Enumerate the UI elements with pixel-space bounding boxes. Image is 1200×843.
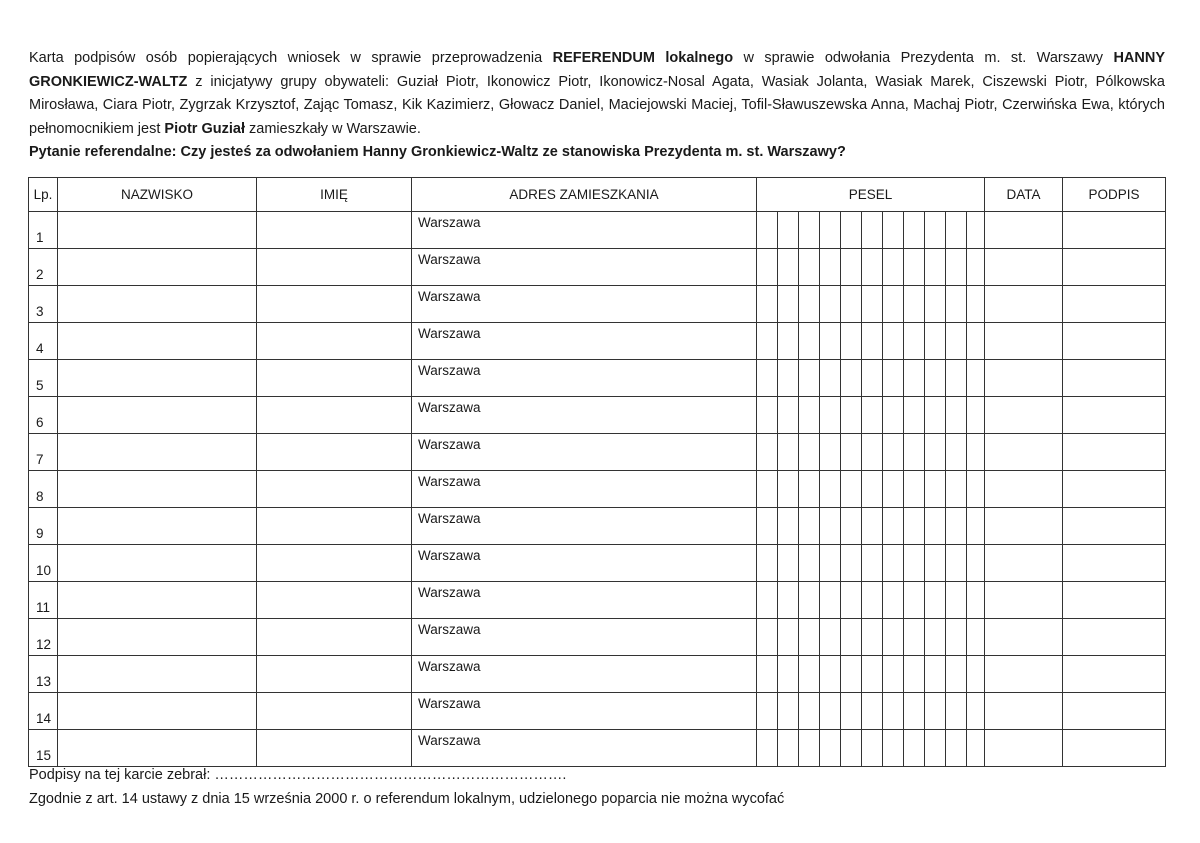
date-cell[interactable] <box>985 360 1063 397</box>
pesel-digit-cell[interactable] <box>757 212 778 249</box>
pesel-digit-cell[interactable] <box>820 323 841 360</box>
form-intro <box>29 47 1165 165</box>
pesel-digit-cell[interactable] <box>904 471 925 508</box>
surname-cell[interactable] <box>58 286 257 323</box>
pesel-digit-cell[interactable] <box>904 397 925 434</box>
signature-cell[interactable] <box>1063 545 1166 582</box>
row-number: 4 <box>29 323 58 360</box>
pesel-digit-cell[interactable] <box>778 323 799 360</box>
header-address: ADRES ZAMIESZKANIA <box>412 178 757 212</box>
pesel-digit-cell[interactable] <box>904 656 925 693</box>
table-row <box>29 508 1166 545</box>
row-number: 3 <box>29 286 58 323</box>
pesel-digit-cell[interactable] <box>820 249 841 286</box>
pesel-digit-cell[interactable] <box>820 508 841 545</box>
signature-cell[interactable] <box>1063 693 1166 730</box>
pesel-digit-cell[interactable] <box>883 656 904 693</box>
pesel-digit-cell[interactable] <box>778 212 799 249</box>
pesel-digit-cell[interactable] <box>946 397 967 434</box>
table-row <box>29 693 1166 730</box>
pesel-digit-cell[interactable] <box>904 323 925 360</box>
pesel-digit-cell[interactable] <box>799 323 820 360</box>
pesel-digit-cell[interactable] <box>925 249 946 286</box>
row-number: 1 <box>29 212 58 249</box>
form-footer <box>29 764 1165 811</box>
table-row <box>29 249 1166 286</box>
table-header-row <box>29 178 1166 212</box>
legal-note: Zgodnie z art. 14 ustawy z dnia 15 września 2000 r. o referendum lokalnym, udzielonego poparcia nie można wycofać <box>29 790 785 807</box>
pesel-digit-cell[interactable] <box>799 582 820 619</box>
pesel-digit-cell[interactable] <box>757 286 778 323</box>
address-cell[interactable]: Warszawa <box>412 619 757 656</box>
row-number: 2 <box>29 249 58 286</box>
surname-cell[interactable] <box>58 323 257 360</box>
pesel-digit-cell[interactable] <box>841 508 862 545</box>
pesel-digit-cell[interactable] <box>946 545 967 582</box>
surname-cell[interactable] <box>58 656 257 693</box>
pesel-digit-cell[interactable] <box>841 656 862 693</box>
pesel-digit-cell[interactable] <box>757 323 778 360</box>
row-number: 13 <box>29 656 58 693</box>
pesel-digit-cell[interactable] <box>778 434 799 471</box>
pesel-digit-cell[interactable] <box>967 471 985 508</box>
pesel-digit-cell[interactable] <box>841 693 862 730</box>
row-number: 15 <box>29 730 58 767</box>
address-cell[interactable]: Warszawa <box>412 249 757 286</box>
pesel-digit-cell[interactable] <box>946 212 967 249</box>
pesel-digit-cell[interactable] <box>883 693 904 730</box>
row-number: 7 <box>29 434 58 471</box>
pesel-digit-cell[interactable] <box>904 249 925 286</box>
pesel-digit-cell[interactable] <box>883 508 904 545</box>
pesel-digit-cell[interactable] <box>883 323 904 360</box>
first-name-cell[interactable] <box>257 619 412 656</box>
pesel-digit-cell[interactable] <box>904 730 925 767</box>
pesel-digit-cell[interactable] <box>799 434 820 471</box>
intro-text-1: Karta podpisów osób popierających wniosek w sprawie przeprowadzenia <box>29 50 553 66</box>
pesel-digit-cell[interactable] <box>820 693 841 730</box>
pesel-digit-cell[interactable] <box>757 730 778 767</box>
surname-cell[interactable] <box>58 619 257 656</box>
pesel-digit-cell[interactable] <box>904 360 925 397</box>
pesel-digit-cell[interactable] <box>820 656 841 693</box>
pesel-digit-cell[interactable] <box>967 434 985 471</box>
table-row <box>29 619 1166 656</box>
first-name-cell[interactable] <box>257 730 412 767</box>
date-cell[interactable] <box>985 323 1063 360</box>
pesel-digit-cell[interactable] <box>778 286 799 323</box>
pesel-digit-cell[interactable] <box>946 508 967 545</box>
row-number: 12 <box>29 619 58 656</box>
pesel-digit-cell[interactable] <box>862 397 883 434</box>
pesel-digit-cell[interactable] <box>841 212 862 249</box>
pesel-digit-cell[interactable] <box>799 693 820 730</box>
table-row <box>29 434 1166 471</box>
pesel-digit-cell[interactable] <box>841 582 862 619</box>
pesel-digit-cell[interactable] <box>757 656 778 693</box>
pesel-digit-cell[interactable] <box>862 656 883 693</box>
first-name-cell[interactable] <box>257 471 412 508</box>
signature-cell[interactable] <box>1063 434 1166 471</box>
pesel-digit-cell[interactable] <box>946 582 967 619</box>
surname-cell[interactable] <box>58 397 257 434</box>
pesel-digit-cell[interactable] <box>883 286 904 323</box>
first-name-cell[interactable] <box>257 360 412 397</box>
first-name-cell[interactable] <box>257 286 412 323</box>
pesel-digit-cell[interactable] <box>862 582 883 619</box>
pesel-digit-cell[interactable] <box>904 286 925 323</box>
pesel-digit-cell[interactable] <box>925 471 946 508</box>
pesel-digit-cell[interactable] <box>820 286 841 323</box>
table-row <box>29 360 1166 397</box>
pesel-digit-cell[interactable] <box>778 397 799 434</box>
pesel-digit-cell[interactable] <box>946 249 967 286</box>
pesel-digit-cell[interactable] <box>925 360 946 397</box>
pesel-digit-cell[interactable] <box>778 582 799 619</box>
surname-cell[interactable] <box>58 212 257 249</box>
pesel-digit-cell[interactable] <box>820 434 841 471</box>
pesel-digit-cell[interactable] <box>925 693 946 730</box>
address-cell[interactable]: Warszawa <box>412 434 757 471</box>
pesel-digit-cell[interactable] <box>862 471 883 508</box>
pesel-digit-cell[interactable] <box>946 434 967 471</box>
date-cell[interactable] <box>985 249 1063 286</box>
pesel-digit-cell[interactable] <box>862 508 883 545</box>
address-cell[interactable]: Warszawa <box>412 730 757 767</box>
pesel-digit-cell[interactable] <box>778 693 799 730</box>
pesel-digit-cell[interactable] <box>841 730 862 767</box>
pesel-digit-cell[interactable] <box>883 619 904 656</box>
row-number: 10 <box>29 545 58 582</box>
address-cell[interactable]: Warszawa <box>412 360 757 397</box>
date-cell[interactable] <box>985 471 1063 508</box>
first-name-cell[interactable] <box>257 434 412 471</box>
pesel-digit-cell[interactable] <box>946 693 967 730</box>
table-row <box>29 730 1166 767</box>
pesel-digit-cell[interactable] <box>799 619 820 656</box>
date-cell[interactable] <box>985 693 1063 730</box>
pesel-digit-cell[interactable] <box>841 249 862 286</box>
pesel-digit-cell[interactable] <box>883 434 904 471</box>
pesel-digit-cell[interactable] <box>925 434 946 471</box>
pesel-digit-cell[interactable] <box>925 286 946 323</box>
pesel-digit-cell[interactable] <box>946 360 967 397</box>
row-number: 8 <box>29 471 58 508</box>
first-name-cell[interactable] <box>257 397 412 434</box>
pesel-digit-cell[interactable] <box>820 545 841 582</box>
pesel-digit-cell[interactable] <box>862 249 883 286</box>
date-cell[interactable] <box>985 212 1063 249</box>
intro-proxy-name: Piotr Guział <box>164 120 245 137</box>
row-number: 6 <box>29 397 58 434</box>
pesel-digit-cell[interactable] <box>757 434 778 471</box>
surname-cell[interactable] <box>58 360 257 397</box>
collector-line[interactable]: Podpisy na tej karcie zebrał: ………………………………………………………………. <box>29 767 567 783</box>
date-cell[interactable] <box>985 545 1063 582</box>
header-pesel: PESEL <box>757 178 985 212</box>
pesel-digit-cell[interactable] <box>799 545 820 582</box>
date-cell[interactable] <box>985 508 1063 545</box>
header-signature: PODPIS <box>1063 178 1166 212</box>
address-cell[interactable]: Warszawa <box>412 286 757 323</box>
first-name-cell[interactable] <box>257 323 412 360</box>
table-row <box>29 471 1166 508</box>
surname-cell[interactable] <box>58 730 257 767</box>
address-cell[interactable]: Warszawa <box>412 656 757 693</box>
first-name-cell[interactable] <box>257 508 412 545</box>
date-cell[interactable] <box>985 286 1063 323</box>
pesel-digit-cell[interactable] <box>841 323 862 360</box>
surname-cell[interactable] <box>58 545 257 582</box>
date-cell[interactable] <box>985 397 1063 434</box>
intro-mayor-name: HANNY GRONKIEWICZ-WALTZ <box>29 50 1166 90</box>
pesel-digit-cell[interactable] <box>778 471 799 508</box>
date-cell[interactable] <box>985 582 1063 619</box>
address-cell[interactable]: Warszawa <box>412 471 757 508</box>
pesel-digit-cell[interactable] <box>925 323 946 360</box>
signature-cell[interactable] <box>1063 323 1166 360</box>
pesel-digit-cell[interactable] <box>883 212 904 249</box>
signature-cell[interactable] <box>1063 619 1166 656</box>
pesel-digit-cell[interactable] <box>967 656 985 693</box>
pesel-digit-cell[interactable] <box>841 471 862 508</box>
pesel-digit-cell[interactable] <box>778 730 799 767</box>
pesel-digit-cell[interactable] <box>967 397 985 434</box>
pesel-digit-cell[interactable] <box>778 508 799 545</box>
pesel-digit-cell[interactable] <box>862 286 883 323</box>
pesel-digit-cell[interactable] <box>904 545 925 582</box>
pesel-digit-cell[interactable] <box>967 545 985 582</box>
pesel-digit-cell[interactable] <box>904 619 925 656</box>
first-name-cell[interactable] <box>257 656 412 693</box>
pesel-digit-cell[interactable] <box>799 656 820 693</box>
signature-cell[interactable] <box>1063 249 1166 286</box>
pesel-digit-cell[interactable] <box>862 212 883 249</box>
pesel-digit-cell[interactable] <box>757 397 778 434</box>
surname-cell[interactable] <box>58 434 257 471</box>
pesel-digit-cell[interactable] <box>883 249 904 286</box>
surname-cell[interactable] <box>58 693 257 730</box>
intro-text-4: zamieszkały w Warszawie. <box>244 120 421 137</box>
pesel-digit-cell[interactable] <box>820 730 841 767</box>
pesel-digit-cell[interactable] <box>799 212 820 249</box>
pesel-digit-cell[interactable] <box>946 656 967 693</box>
pesel-digit-cell[interactable] <box>967 323 985 360</box>
address-cell[interactable]: Warszawa <box>412 212 757 249</box>
pesel-digit-cell[interactable] <box>883 582 904 619</box>
surname-cell[interactable] <box>58 471 257 508</box>
pesel-digit-cell[interactable] <box>841 397 862 434</box>
pesel-digit-cell[interactable] <box>862 360 883 397</box>
pesel-digit-cell[interactable] <box>778 249 799 286</box>
pesel-digit-cell[interactable] <box>883 730 904 767</box>
first-name-cell[interactable] <box>257 693 412 730</box>
pesel-digit-cell[interactable] <box>841 360 862 397</box>
pesel-digit-cell[interactable] <box>967 212 985 249</box>
pesel-digit-cell[interactable] <box>841 545 862 582</box>
pesel-digit-cell[interactable] <box>946 471 967 508</box>
pesel-digit-cell[interactable] <box>820 619 841 656</box>
signature-cell[interactable] <box>1063 212 1166 249</box>
pesel-digit-cell[interactable] <box>799 286 820 323</box>
signature-cell[interactable] <box>1063 582 1166 619</box>
row-number: 9 <box>29 508 58 545</box>
date-cell[interactable] <box>985 434 1063 471</box>
signature-cell[interactable] <box>1063 360 1166 397</box>
pesel-digit-cell[interactable] <box>904 693 925 730</box>
signature-cell[interactable] <box>1063 508 1166 545</box>
pesel-digit-cell[interactable] <box>967 360 985 397</box>
first-name-cell[interactable] <box>257 249 412 286</box>
pesel-digit-cell[interactable] <box>883 545 904 582</box>
surname-cell[interactable] <box>58 582 257 619</box>
pesel-digit-cell[interactable] <box>799 397 820 434</box>
pesel-digit-cell[interactable] <box>757 471 778 508</box>
first-name-cell[interactable] <box>257 212 412 249</box>
pesel-digit-cell[interactable] <box>757 249 778 286</box>
pesel-digit-cell[interactable] <box>862 434 883 471</box>
pesel-digit-cell[interactable] <box>925 656 946 693</box>
header-lp: Lp. <box>29 178 58 212</box>
date-cell[interactable] <box>985 619 1063 656</box>
pesel-digit-cell[interactable] <box>925 212 946 249</box>
pesel-digit-cell[interactable] <box>904 582 925 619</box>
pesel-digit-cell[interactable] <box>841 286 862 323</box>
pesel-digit-cell[interactable] <box>820 212 841 249</box>
pesel-digit-cell[interactable] <box>862 730 883 767</box>
pesel-digit-cell[interactable] <box>778 360 799 397</box>
pesel-digit-cell[interactable] <box>799 249 820 286</box>
surname-cell[interactable] <box>58 249 257 286</box>
pesel-digit-cell[interactable] <box>883 471 904 508</box>
pesel-digit-cell[interactable] <box>883 360 904 397</box>
table-row <box>29 582 1166 619</box>
pesel-digit-cell[interactable] <box>946 323 967 360</box>
pesel-digit-cell[interactable] <box>862 545 883 582</box>
pesel-digit-cell[interactable] <box>862 619 883 656</box>
pesel-digit-cell[interactable] <box>883 397 904 434</box>
header-surname: NAZWISKO <box>58 178 257 212</box>
pesel-digit-cell[interactable] <box>841 434 862 471</box>
pesel-digit-cell[interactable] <box>967 693 985 730</box>
pesel-digit-cell[interactable] <box>862 693 883 730</box>
pesel-digit-cell[interactable] <box>757 619 778 656</box>
pesel-digit-cell[interactable] <box>799 730 820 767</box>
pesel-digit-cell[interactable] <box>757 693 778 730</box>
table-row <box>29 397 1166 434</box>
pesel-digit-cell[interactable] <box>820 397 841 434</box>
pesel-digit-cell[interactable] <box>820 471 841 508</box>
pesel-digit-cell[interactable] <box>967 286 985 323</box>
signature-table <box>28 177 1166 767</box>
pesel-digit-cell[interactable] <box>904 508 925 545</box>
address-cell[interactable]: Warszawa <box>412 545 757 582</box>
pesel-digit-cell[interactable] <box>841 619 862 656</box>
pesel-digit-cell[interactable] <box>778 656 799 693</box>
header-first-name: IMIĘ <box>257 178 412 212</box>
signature-cell[interactable] <box>1063 397 1166 434</box>
pesel-digit-cell[interactable] <box>799 508 820 545</box>
date-cell[interactable] <box>985 730 1063 767</box>
signature-cell[interactable] <box>1063 730 1166 767</box>
signature-cell[interactable] <box>1063 471 1166 508</box>
address-cell[interactable]: Warszawa <box>412 582 757 619</box>
pesel-digit-cell[interactable] <box>862 323 883 360</box>
pesel-digit-cell[interactable] <box>967 619 985 656</box>
table-row <box>29 545 1166 582</box>
address-cell[interactable]: Warszawa <box>412 508 757 545</box>
pesel-digit-cell[interactable] <box>925 619 946 656</box>
pesel-digit-cell[interactable] <box>778 619 799 656</box>
row-number: 14 <box>29 693 58 730</box>
pesel-digit-cell[interactable] <box>925 397 946 434</box>
pesel-digit-cell[interactable] <box>967 249 985 286</box>
first-name-cell[interactable] <box>257 582 412 619</box>
row-number: 11 <box>29 582 58 619</box>
pesel-digit-cell[interactable] <box>925 730 946 767</box>
pesel-digit-cell[interactable] <box>925 508 946 545</box>
table-row <box>29 286 1166 323</box>
pesel-digit-cell[interactable] <box>925 545 946 582</box>
address-cell[interactable]: Warszawa <box>412 397 757 434</box>
pesel-digit-cell[interactable] <box>757 582 778 619</box>
header-date: DATA <box>985 178 1063 212</box>
pesel-digit-cell[interactable] <box>946 619 967 656</box>
address-cell[interactable]: Warszawa <box>412 323 757 360</box>
pesel-digit-cell[interactable] <box>757 508 778 545</box>
address-cell[interactable]: Warszawa <box>412 693 757 730</box>
pesel-digit-cell[interactable] <box>778 545 799 582</box>
pesel-digit-cell[interactable] <box>946 730 967 767</box>
first-name-cell[interactable] <box>257 545 412 582</box>
pesel-digit-cell[interactable] <box>799 360 820 397</box>
table-row <box>29 656 1166 693</box>
pesel-digit-cell[interactable] <box>967 730 985 767</box>
pesel-digit-cell[interactable] <box>757 545 778 582</box>
pesel-digit-cell[interactable] <box>757 360 778 397</box>
pesel-digit-cell[interactable] <box>967 508 985 545</box>
table-row <box>29 212 1166 249</box>
surname-cell[interactable] <box>58 508 257 545</box>
signature-cell[interactable] <box>1063 286 1166 323</box>
date-cell[interactable] <box>985 656 1063 693</box>
pesel-digit-cell[interactable] <box>799 471 820 508</box>
intro-text-2: w sprawie odwołania Prezydenta m. st. Warszawy <box>733 50 1114 66</box>
referendum-question: Pytanie referendalne: Czy jesteś za odwołaniem Hanny Gronkiewicz-Waltz ze stanowiska Prezydenta m. st. Warszawy? <box>29 144 846 160</box>
pesel-digit-cell[interactable] <box>946 286 967 323</box>
pesel-digit-cell[interactable] <box>925 582 946 619</box>
signature-cell[interactable] <box>1063 656 1166 693</box>
pesel-digit-cell[interactable] <box>904 434 925 471</box>
table-row <box>29 323 1166 360</box>
row-number: 5 <box>29 360 58 397</box>
pesel-digit-cell[interactable] <box>820 360 841 397</box>
intro-referendum: REFERENDUM lokalnego <box>552 50 734 66</box>
intro-text-3: z inicjatywy grupy obywateli: Guział Piotr, Ikonowicz Piotr, Ikonowicz-Nosal Agata, Wasiak Jolanta, Wasiak Marek, Ciszewski Piotr, Pólkowska Mirosława, Ciara Piotr, Zygrzak Krzysztof, Zając Tomasz, Kik Kazimierz, Głowacz Daniel, Maciejowski Maciej, Tofil-Sławuszewska Anna, Machaj Piotr, Czerwińska Ewa, których pełnomocnikiem jest <box>29 73 1165 137</box>
pesel-digit-cell[interactable] <box>967 582 985 619</box>
pesel-digit-cell[interactable] <box>904 212 925 249</box>
pesel-digit-cell[interactable] <box>820 582 841 619</box>
